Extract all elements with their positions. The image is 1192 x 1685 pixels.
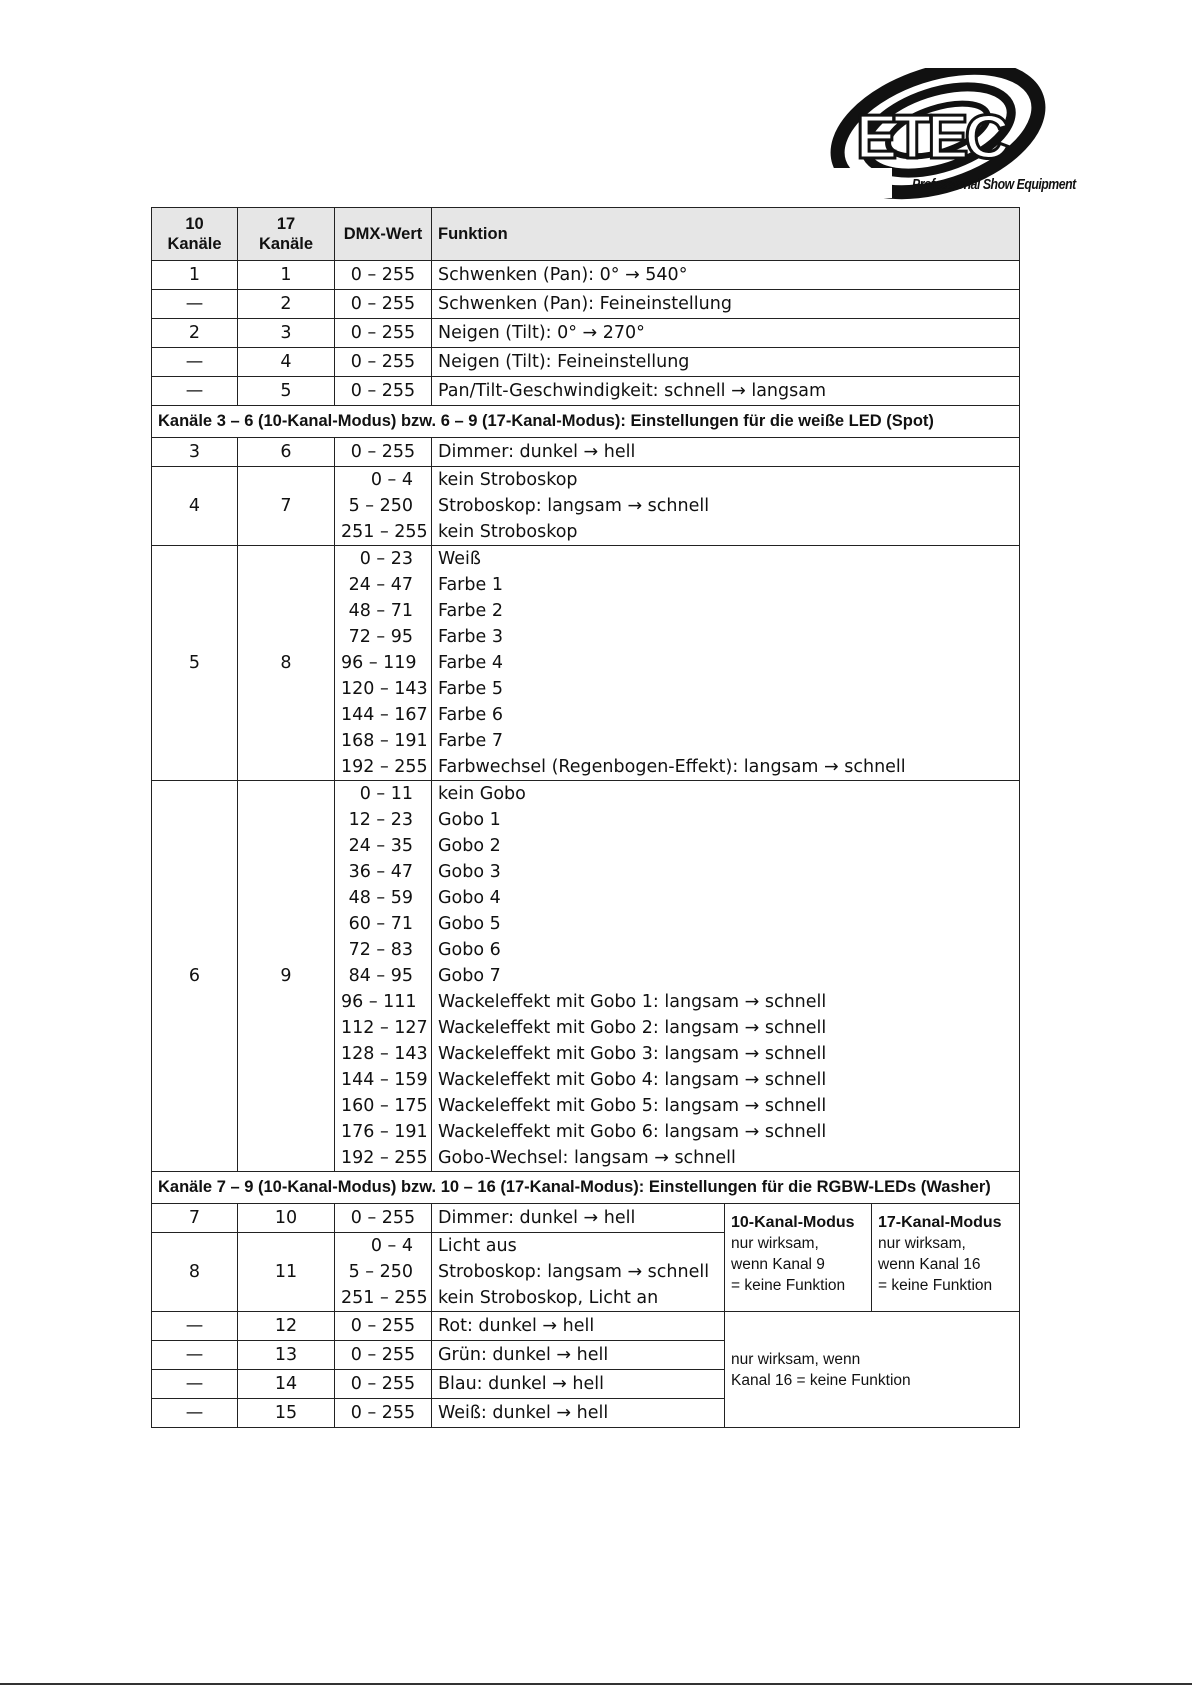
cell-dmx: 0 – 255 (335, 290, 432, 319)
cell-ch10: 7 (152, 1204, 238, 1233)
logo-text: ETEC (856, 103, 1006, 172)
table-row (152, 438, 1020, 467)
cell-ch10: — (152, 290, 238, 319)
table-row (152, 1204, 1020, 1233)
function-text: kein Stroboskop (438, 522, 578, 542)
cell-ch10: 3 (152, 438, 238, 467)
dmx-range: 96 – 111 (341, 992, 417, 1012)
function-text: Stroboskop: langsam → schnell (438, 496, 710, 516)
function-text: Stroboskop: langsam → schnell (438, 1262, 710, 1282)
cell-dmx: 0 – 255 (335, 1370, 432, 1399)
cell-dmx: 0 – 255 (335, 438, 432, 467)
note-17-channel-mode (872, 1204, 1020, 1312)
cell-function: Pan/Tilt-Geschwindigkeit: schnell → langsam (432, 377, 1020, 406)
function-text: Gobo 1 (438, 810, 501, 830)
note-line: = keine Funktion (878, 1277, 993, 1294)
note-line: nur wirksam, (731, 1235, 819, 1252)
cell-ch10: 2 (152, 319, 238, 348)
cell-function-list (432, 781, 1020, 1172)
function-text: Farbe 2 (438, 601, 503, 621)
function-text: Farbe 1 (438, 575, 503, 595)
function-text: Wackeleffekt mit Gobo 3: langsam → schnell (438, 1044, 827, 1064)
cell-ch10: 8 (152, 1233, 238, 1312)
cell-function: Weiß: dunkel → hell (432, 1399, 725, 1428)
function-text: Gobo 4 (438, 888, 501, 908)
function-text: Farbe 7 (438, 731, 503, 751)
dmx-range: 0 – 4 (370, 1236, 413, 1256)
cell-dmx: 0 – 255 (335, 261, 432, 290)
header-17-channels: 17 Kanäle (238, 208, 335, 261)
header-10-channels: 10 Kanäle (152, 208, 238, 261)
cell-function: Schwenken (Pan): 0° → 540° (432, 261, 1020, 290)
cell-ch17: 10 (238, 1204, 335, 1233)
table-row (152, 377, 1020, 406)
function-text: Farbe 4 (438, 653, 503, 673)
cell-ch17: 15 (238, 1399, 335, 1428)
table-row-gobo (152, 781, 1020, 1172)
dmx-range: 0 – 23 (359, 549, 413, 569)
dmx-range: 112 – 127 (341, 1018, 428, 1038)
dmx-range: 96 – 119 (341, 653, 417, 673)
dmx-range: 120 – 143 (341, 679, 428, 699)
note-title: 10-Kanal-Modus (731, 1214, 855, 1231)
dmx-range: 144 – 159 (341, 1070, 428, 1090)
function-text: Farbe 3 (438, 627, 503, 647)
function-text: kein Stroboskop (438, 470, 578, 490)
note-line: nur wirksam, (878, 1235, 966, 1252)
cell-dmx: 0 – 255 (335, 348, 432, 377)
cell-ch17: 5 (238, 377, 335, 406)
dmx-range: 0 – 4 (370, 470, 413, 490)
cell-dmx: 0 – 255 (335, 1399, 432, 1428)
cell-ch17: 7 (238, 467, 335, 546)
cell-function: Grün: dunkel → hell (432, 1341, 725, 1370)
function-text: Wackeleffekt mit Gobo 6: langsam → schnell (438, 1122, 827, 1142)
dmx-range: 48 – 59 (348, 888, 413, 908)
dmx-range: 48 – 71 (348, 601, 413, 621)
table-row-strobe (152, 467, 1020, 546)
cell-function: Dimmer: dunkel → hell (432, 1204, 725, 1233)
section-row-spot (152, 406, 1020, 438)
cell-ch17: 9 (238, 781, 335, 1172)
note-10-channel-mode (725, 1204, 872, 1312)
function-text: Gobo-Wechsel: langsam → schnell (438, 1148, 736, 1168)
cell-dmx: 0 – 255 (335, 1312, 432, 1341)
dmx-range: 144 – 167 (341, 705, 428, 725)
cell-ch17: 1 (238, 261, 335, 290)
function-text: Gobo 7 (438, 966, 501, 986)
cell-ch10: — (152, 348, 238, 377)
cell-ch17: 14 (238, 1370, 335, 1399)
dmx-table (151, 207, 1020, 1428)
dmx-range: 36 – 47 (348, 862, 413, 882)
cell-dmx: 0 – 255 (335, 1341, 432, 1370)
section-heading-washer: Kanäle 7 – 9 (10-Kanal-Modus) bzw. 10 – 16 (17-Kanal-Modus): Einstellungen für die RGBW-LEDs (Washer) (152, 1172, 1020, 1204)
header-function: Funktion (432, 208, 1020, 261)
dmx-range: 72 – 83 (348, 940, 413, 960)
cell-function: Rot: dunkel → hell (432, 1312, 725, 1341)
section-heading-spot: Kanäle 3 – 6 (10-Kanal-Modus) bzw. 6 – 9 (17-Kanal-Modus): Einstellungen für die weiße LED (Spot) (152, 406, 1020, 438)
cell-ch10: 5 (152, 546, 238, 781)
logo-subtitle: Professional Show Equipment (912, 176, 1076, 193)
cell-ch10: 4 (152, 467, 238, 546)
table-row (152, 319, 1020, 348)
cell-ch17: 13 (238, 1341, 335, 1370)
function-text: kein Stroboskop, Licht an (438, 1288, 659, 1308)
function-text: Wackeleffekt mit Gobo 2: langsam → schnell (438, 1018, 827, 1038)
note-line: wenn Kanal 9 (731, 1256, 825, 1273)
function-text: Gobo 2 (438, 836, 501, 856)
table-header-row (152, 208, 1020, 261)
dmx-range: 251 – 255 (341, 522, 428, 542)
cell-function-list (432, 1233, 725, 1312)
cell-dmx: 0 – 255 (335, 319, 432, 348)
table-row (152, 348, 1020, 377)
dmx-range: 168 – 191 (341, 731, 428, 751)
function-text: Gobo 3 (438, 862, 501, 882)
function-text: Gobo 6 (438, 940, 501, 960)
cell-function-list (432, 467, 1020, 546)
function-text: Farbe 6 (438, 705, 503, 725)
dmx-range: 192 – 255 (341, 757, 428, 777)
note-line: nur wirksam, wenn (731, 1350, 861, 1368)
cell-dmx: 0 – 255 (335, 1204, 432, 1233)
function-text: Gobo 5 (438, 914, 501, 934)
note-line: wenn Kanal 16 (878, 1256, 981, 1273)
cell-ch10: 6 (152, 781, 238, 1172)
note-rgbw (725, 1312, 1020, 1428)
section-row-washer (152, 1172, 1020, 1204)
dmx-range: 160 – 175 (341, 1096, 428, 1116)
dmx-range: 24 – 47 (348, 575, 413, 595)
cell-function: Neigen (Tilt): Feineinstellung (432, 348, 1020, 377)
cell-dmx-list (335, 467, 432, 546)
dmx-range: 60 – 71 (348, 914, 413, 934)
cell-function-list (432, 546, 1020, 781)
function-text: Farbe 5 (438, 679, 503, 699)
note-title: 17-Kanal-Modus (878, 1214, 1002, 1231)
cell-ch10: 1 (152, 261, 238, 290)
function-text: Weiß (438, 549, 481, 569)
dmx-range: 176 – 191 (341, 1122, 428, 1142)
function-text: Licht aus (438, 1236, 517, 1256)
cell-function: Dimmer: dunkel → hell (432, 438, 1020, 467)
dmx-range: 12 – 23 (348, 810, 413, 830)
function-text: Wackeleffekt mit Gobo 5: langsam → schnell (438, 1096, 827, 1116)
cell-ch17: 6 (238, 438, 335, 467)
function-text: Farbwechsel (Regenbogen-Effekt): langsam → schnell (438, 757, 906, 777)
table-row-color (152, 546, 1020, 781)
cell-function: Neigen (Tilt): 0° → 270° (432, 319, 1020, 348)
dmx-range: 251 – 255 (341, 1288, 428, 1308)
cell-dmx-list (335, 1233, 432, 1312)
dmx-range: 84 – 95 (348, 966, 413, 986)
cell-ch17: 2 (238, 290, 335, 319)
cell-ch10: — (152, 1399, 238, 1428)
note-line: = keine Funktion (731, 1277, 846, 1294)
cell-dmx: 0 – 255 (335, 377, 432, 406)
cell-function: Blau: dunkel → hell (432, 1370, 725, 1399)
table-row (152, 261, 1020, 290)
function-text: kein Gobo (438, 784, 526, 804)
dmx-range: 72 – 95 (348, 627, 413, 647)
cell-ch10: — (152, 1370, 238, 1399)
table-row (152, 290, 1020, 319)
cell-dmx-list (335, 781, 432, 1172)
cell-ch17: 8 (238, 546, 335, 781)
dmx-range: 0 – 11 (359, 784, 413, 804)
note-line: Kanal 16 = keine Funktion (731, 1371, 911, 1389)
table-row (152, 1312, 1020, 1341)
cell-ch17: 12 (238, 1312, 335, 1341)
header-dmx-value: DMX-Wert (335, 208, 432, 261)
function-text: Wackeleffekt mit Gobo 4: langsam → schnell (438, 1070, 827, 1090)
cell-function: Schwenken (Pan): Feineinstellung (432, 290, 1020, 319)
cell-ch10: — (152, 1341, 238, 1370)
dmx-range: 5 – 250 (348, 1262, 413, 1282)
cell-ch17: 4 (238, 348, 335, 377)
cell-ch10: — (152, 377, 238, 406)
dmx-range: 24 – 35 (348, 836, 413, 856)
dmx-range: 5 – 250 (348, 496, 413, 516)
dmx-range: 128 – 143 (341, 1044, 428, 1064)
dmx-range: 192 – 255 (341, 1148, 428, 1168)
cell-ch17: 11 (238, 1233, 335, 1312)
cell-ch17: 3 (238, 319, 335, 348)
cell-dmx-list (335, 546, 432, 781)
cell-ch10: — (152, 1312, 238, 1341)
function-text: Wackeleffekt mit Gobo 1: langsam → schnell (438, 992, 827, 1012)
